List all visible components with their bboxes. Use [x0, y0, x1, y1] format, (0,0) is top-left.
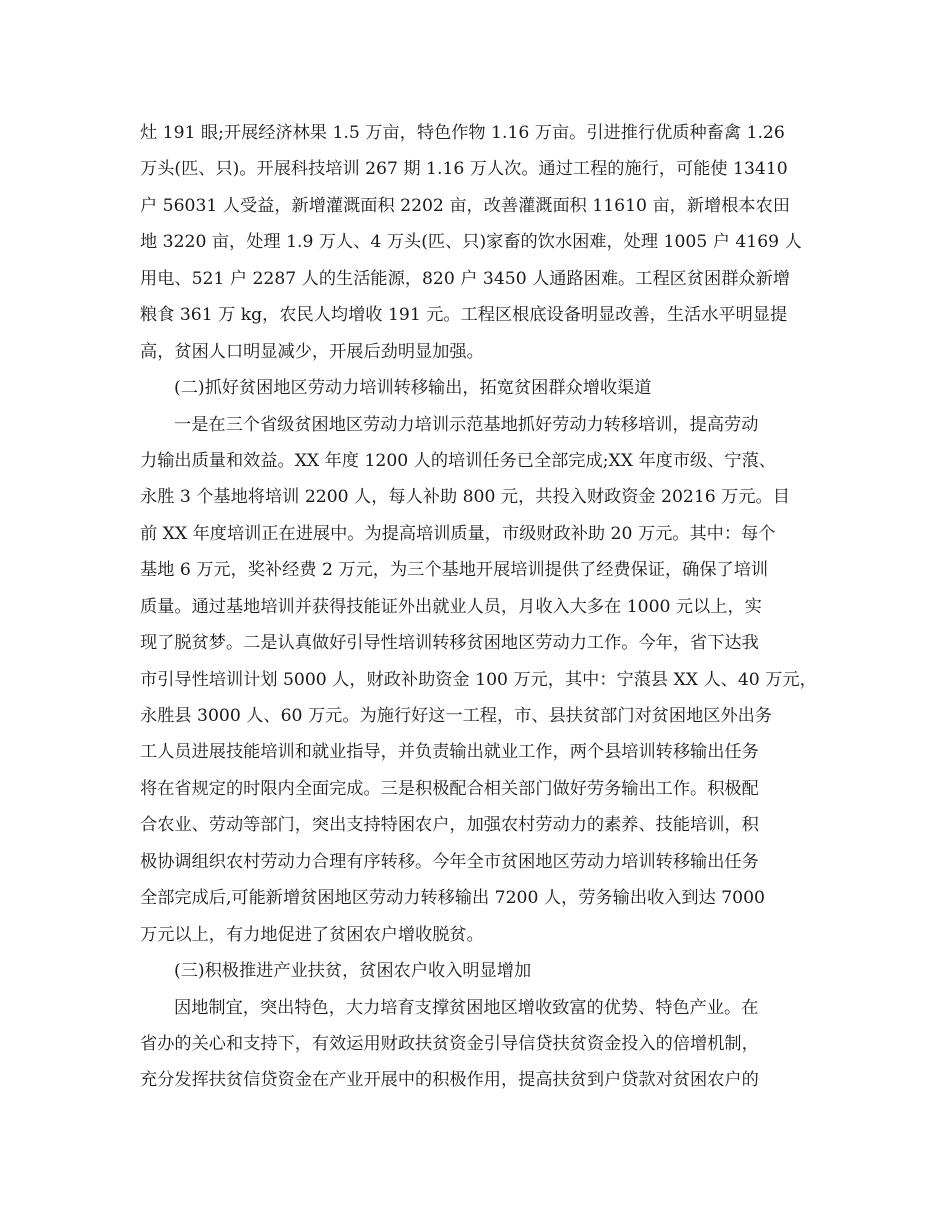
text-line: 现了脱贫梦。二是认真做好引导性培训转移贫困地区劳动力工作。今年，省下达我 — [140, 633, 759, 654]
text-line: 极协调组织农村劳动力合理有序转移。今年全市贫困地区劳动力培训转移输出任务 — [140, 851, 759, 872]
text-line: 地 3220 亩，处理 1.9 万人、4 万头(匹、只)家畜的饮水困难，处理 1005 户 4169 人 — [140, 232, 802, 253]
text-line: 合农业、劳动等部门，突出支持特困农户，加强农村劳动力的素养、技能培训，积 — [140, 815, 759, 836]
text-line: 户 56031 人受益，新增灌溉面积 2202 亩，改善灌溉面积 11610 亩，新增根本农田 — [140, 195, 790, 216]
text-line: 粮食 361 万 kg，农民人均增收 191 元。工程区根底设备明显改善，生活水平明显提 — [140, 305, 788, 326]
text-line: 质量。通过基地培训并获得技能证外出就业人员，月收入大多在 1000 元以上，实 — [140, 596, 762, 617]
text-line: 永胜 3 个基地将培训 2200 人，每人补助 800 元，共投入财政资金 20216 万元。目 — [140, 487, 790, 508]
text-line: 万头(匹、只)。开展科技培训 267 期 1.16 万人次。通过工程的施行，可能使 13410 — [140, 159, 788, 180]
paragraph-first-line: 因地制宜，突出特色，大力培育支撑贫困地区增收致富的优势、特色产业。在 — [174, 997, 759, 1018]
text-line: 将在省规定的时限内全面完成。三是积极配合相关部门做好劳务输出工作。积极配 — [140, 778, 759, 799]
text-line: 用电、521 户 2287 人的生活能源，820 户 3450 人通路困难。工程区贫困群众新增 — [140, 268, 790, 289]
text-line: 永胜县 3000 人、60 万元。为施行好这一工程，市、县扶贫部门对贫困地区外出务 — [140, 706, 773, 726]
text-line: 力输出质量和效益。XX 年度 1200 人的培训任务已全部完成;XX 年度市级、宁蒗、 — [140, 450, 776, 471]
text-line: 前 XX 年度培训正在进展中。为提高培训质量，市级财政补助 20 万元。其中：每个 — [140, 523, 776, 544]
text-line: 万元以上，有力地促进了贫困农户增收脱贫。 — [140, 924, 484, 945]
text-line: 灶 191 眼;开展经济林果 1.5 万亩，特色作物 1.16 万亩。引进推行优质种畜禽 1.26 — [140, 123, 785, 143]
text-line: 省办的关心和支持下，有效运用财政扶贫资金引导信贷扶贫资金投入的倍增机制， — [140, 1033, 759, 1054]
document-body — [140, 115, 820, 1099]
text-line: 基地 6 万元，奖补经费 2 万元，为三个基地开展培训提供了经费保证，确保了培训 — [140, 560, 769, 581]
text-line: 高，贫困人口明显减少，开展后劲明显加强。 — [140, 341, 484, 362]
paragraph-first-line: 一是在三个省级贫困地区劳动力培训示范基地抓好劳动力转移培训，提高劳动 — [174, 414, 759, 435]
text-line: 充分发挥扶贫信贷资金在产业开展中的积极作用，提高扶贫到户贷款对贫困农户的 — [140, 1070, 759, 1091]
text-line: 工人员进展技能培训和就业指导，并负责输出就业工作，两个县培训转移输出任务 — [140, 742, 759, 763]
section-heading: (三)积极推进产业扶贫，贫困农户收入明显增加 — [174, 961, 532, 982]
section-heading: (二)抓好贫困地区劳动力培训转移输出，拓宽贫困群众增收渠道 — [174, 378, 652, 399]
text-line: 全部完成后,可能新增贫困地区劳动力转移输出 7200 人，劳务输出收入到达 7000 — [140, 888, 765, 909]
text-line: 市引导性培训计划 5000 人，财政补助资金 100 万元，其中：宁蒗县 XX 人、40 万元， — [140, 669, 817, 690]
